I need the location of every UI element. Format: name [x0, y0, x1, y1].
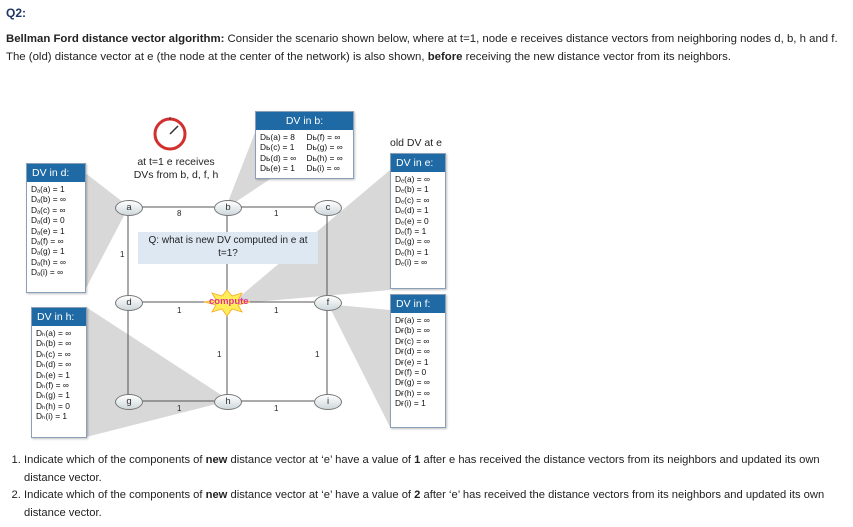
intro-before: before	[427, 51, 463, 63]
dv-b-rows	[256, 130, 353, 176]
dv-b-box	[255, 111, 354, 179]
dv-e-row: Dₑ(a) = ∞	[395, 174, 430, 184]
dv-b-row: Dь(e) = 1	[260, 163, 295, 174]
clock-icon	[155, 117, 185, 149]
q2-bold-new: new	[205, 489, 228, 501]
cost-eh: 1	[217, 350, 222, 359]
dv-e-row: Dₑ(g) = ∞	[395, 236, 430, 247]
question-line1: Q: what is new DV computed in e at	[148, 235, 308, 246]
dv-b-row: Dь(a) = 8	[260, 132, 295, 142]
dv-f-row: Dғ(f) = 0	[395, 367, 427, 378]
node-b: b	[214, 200, 242, 216]
event-line2: DVs from b, d, f, h	[133, 169, 219, 181]
dv-f-box	[390, 294, 446, 428]
dv-h-rows	[32, 326, 86, 424]
dv-d-row: Dₐ(f) = ∞	[31, 236, 64, 247]
question-list	[8, 452, 838, 522]
callout-h	[86, 307, 232, 437]
q2-pre: Indicate which of the components of	[24, 489, 206, 501]
q1-pre: Indicate which of the components of	[24, 454, 206, 466]
dv-b-row: Dь(i) = ∞	[306, 163, 340, 174]
intro-text: Consider the scenario shown below, where at t=1, node e receives distance vectors from neighboring nodes d, b, h and f. The (old) distance vector at e (the node at the center of the network) is also shown,	[6, 33, 838, 63]
node-h: h	[214, 394, 242, 410]
cost-ab: 8	[177, 209, 182, 218]
node-i: i	[314, 394, 342, 410]
dv-d-row: Dₐ(a) = 1	[31, 184, 65, 194]
dv-e-row: Dₑ(e) = 0	[395, 215, 429, 226]
node-d: d	[115, 295, 143, 311]
cost-hi: 1	[274, 404, 279, 413]
cost-cf: 1	[315, 350, 320, 359]
q1-mid: distance vector at ‘e’ have a value of	[227, 454, 415, 466]
cost-ad: 1	[120, 250, 125, 259]
cost-gh: 1	[177, 404, 182, 413]
dv-b-row: Dь(g) = ∞	[306, 142, 343, 153]
q2-bold-value: 2	[414, 489, 421, 501]
dv-d-row: Dₐ(e) = 1	[31, 225, 65, 236]
compute-label: compute	[209, 296, 249, 307]
dv-e-box	[390, 153, 446, 289]
dv-h-row: Dₕ(f) = ∞	[36, 380, 69, 391]
event-annotation	[118, 156, 234, 182]
dv-b-row: Dь(h) = ∞	[306, 152, 343, 163]
dv-b-col-left	[260, 132, 303, 174]
dv-f-rows	[391, 313, 445, 411]
callout-d	[84, 172, 128, 292]
dv-h-title: DV in h:	[32, 308, 86, 326]
dv-b-col-right	[307, 132, 350, 174]
dv-h-row: Dₕ(a) = ∞	[36, 328, 72, 338]
dv-e-row: Dₑ(d) = 1	[395, 205, 429, 216]
dv-e-row: Dₑ(i) = ∞	[395, 257, 428, 268]
question-item-2	[24, 487, 838, 522]
question-label: Q2:	[6, 6, 27, 20]
dv-f-row: Dғ(d) = ∞	[395, 346, 430, 357]
dv-f-row: Dғ(e) = 1	[395, 356, 429, 367]
dv-e-rows	[391, 172, 445, 270]
dv-h-box	[31, 307, 87, 438]
node-a: a	[115, 200, 143, 216]
dv-e-row: Dₑ(b) = 1	[395, 184, 429, 195]
dv-f-row: Dғ(b) = ∞	[395, 325, 430, 336]
dv-d-row: Dₐ(i) = ∞	[31, 267, 64, 278]
dv-e-row: Dₑ(f) = 1	[395, 226, 427, 237]
question-item-1	[24, 452, 838, 487]
dv-b-row: Dь(f) = ∞	[306, 132, 341, 142]
q1-bold-value: 1	[414, 454, 421, 466]
q1-post: after e has received the distance vectors from its neighbors and updated its own distance vector.	[24, 454, 820, 484]
dv-d-row: Dₐ(c) = ∞	[31, 204, 66, 215]
dv-d-rows	[27, 182, 85, 280]
event-line1: at t=1 e receives	[137, 156, 215, 168]
dv-h-row: Dₕ(e) = 1	[36, 369, 70, 380]
q2-mid: distance vector at ‘e’ have a value of	[227, 489, 415, 501]
node-f: f	[314, 295, 342, 311]
dv-h-row: Dₕ(h) = 0	[36, 400, 70, 411]
q1-bold-new: new	[205, 454, 228, 466]
dv-e-row: Dₑ(h) = 1	[395, 246, 429, 257]
old-dv-label: old DV at e	[390, 137, 442, 149]
dv-d-row: Dₐ(g) = 1	[31, 246, 65, 257]
dv-d-row: Dₐ(d) = 0	[31, 215, 65, 226]
dv-f-row: Dғ(c) = ∞	[395, 335, 430, 346]
dv-f-title: DV in f:	[391, 295, 445, 313]
dv-e-title: DV in e:	[391, 154, 445, 172]
node-c: c	[314, 200, 342, 216]
node-g: g	[115, 394, 143, 410]
dv-h-row: Dₕ(b) = ∞	[36, 338, 72, 349]
intro-text-after: receiving the new distance vector from its neighbors.	[462, 51, 731, 63]
dv-e-row: Dₑ(c) = ∞	[395, 194, 430, 205]
intro-title: Bellman Ford distance vector algorithm:	[6, 33, 225, 45]
dv-d-title: DV in d:	[27, 164, 85, 182]
question-line2: t=1?	[218, 248, 238, 259]
dv-d-row: Dₐ(b) = ∞	[31, 194, 66, 205]
dv-h-row: Dₕ(g) = 1	[36, 390, 70, 401]
dv-b-title: DV in b:	[256, 112, 353, 130]
dv-h-row: Dₕ(i) = 1	[36, 411, 68, 422]
dv-f-row: Dғ(a) = ∞	[395, 315, 430, 325]
question-box	[138, 232, 318, 264]
q2-post: after ‘e’ has received the distance vectors from its neighbors and updated its own distance vector.	[24, 489, 825, 519]
dv-b-row: Dь(c) = 1	[260, 142, 295, 153]
cost-bc: 1	[274, 209, 279, 218]
dv-d-row: Dₐ(h) = ∞	[31, 256, 66, 267]
cost-ef: 1	[274, 306, 279, 315]
dv-b-row: Dь(d) = ∞	[260, 152, 297, 163]
dv-h-row: Dₕ(c) = ∞	[36, 348, 71, 359]
dv-h-row: Dₕ(d) = ∞	[36, 359, 72, 370]
dv-f-row: Dғ(h) = ∞	[395, 387, 430, 398]
dv-f-row: Dғ(g) = ∞	[395, 377, 430, 388]
dv-d-box	[26, 163, 86, 293]
cost-de: 1	[177, 306, 182, 315]
dv-f-row: Dғ(i) = 1	[395, 398, 426, 409]
